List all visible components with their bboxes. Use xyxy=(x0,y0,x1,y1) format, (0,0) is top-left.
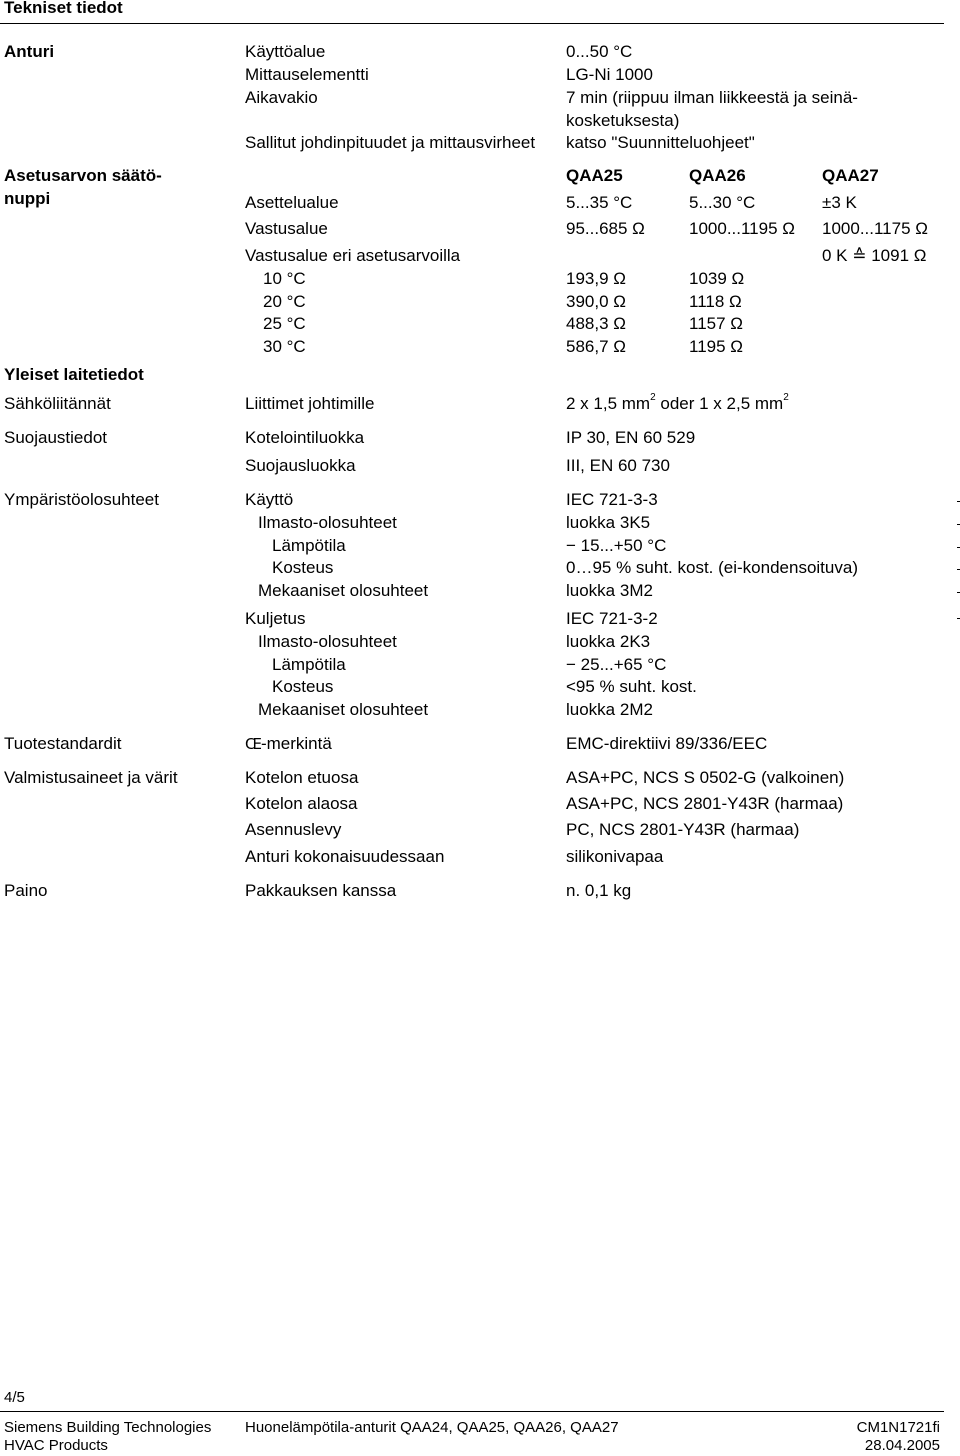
spec-label: Lämpötila xyxy=(272,655,346,674)
spec-value: 1195 Ω xyxy=(689,337,743,356)
section-weight: Paino xyxy=(4,881,48,900)
spec-value: 1000...1175 Ω xyxy=(822,219,928,238)
spec-value: 0 K ≙ 1091 Ω xyxy=(822,246,927,265)
spec-label: Ilmasto-olosuhteet xyxy=(258,632,397,651)
spec-value: 0…95 % suht. kost. (ei-kondensoituva) xyxy=(566,558,858,577)
spec-value: PC, NCS 2801-Y43R (harmaa) xyxy=(566,820,800,839)
ce-marking-label: CE -merkintä xyxy=(245,734,332,753)
spec-value: n. 0,1 kg xyxy=(566,881,632,900)
section-standards: Tuotestandardit xyxy=(4,734,122,753)
spec-value: luokka 3M2 xyxy=(566,581,653,600)
spec-value: 390,0 Ω xyxy=(566,292,626,311)
spec-value: luokka 3K5 xyxy=(566,513,651,532)
spec-value: luokka 2M2 xyxy=(566,700,653,719)
spec-label: Aikavakio xyxy=(245,88,318,107)
section-setpoint: Asetusarvon säätö- xyxy=(4,166,162,185)
section-general: Yleiset laitetiedot xyxy=(4,365,144,384)
spec-label: Käyttöalue xyxy=(245,42,326,61)
spec-value: 1000...1195 Ω xyxy=(689,219,795,238)
section-materials: Valmistusaineet ja värit xyxy=(4,768,178,787)
page-number: 4/5 xyxy=(4,1389,25,1406)
spec-value: 1118 Ω xyxy=(689,292,742,311)
spec-label: Vastusalue eri asetusarvoilla xyxy=(245,246,461,265)
spec-label: Käyttö xyxy=(245,490,294,509)
footer-division: HVAC Products xyxy=(4,1437,108,1454)
temp-label: 10 °C xyxy=(263,269,306,288)
spec-value: 95...685 Ω xyxy=(566,219,645,238)
spec-value: 193,9 Ω xyxy=(566,269,626,288)
spec-value: IP 30, EN 60 529 xyxy=(566,428,696,447)
spec-value: katso "Suunnitteluohjeet" xyxy=(566,133,755,152)
spec-label: Kotelon alaosa xyxy=(245,794,358,813)
section-anturi: Anturi xyxy=(4,42,55,61)
spec-label: Kotelointiluokka xyxy=(245,428,365,447)
minus-sign: − xyxy=(566,655,576,674)
spec-value: IEC 721-3-2 xyxy=(566,609,658,628)
title-rule xyxy=(0,23,944,24)
spec-label: Kosteus xyxy=(272,677,334,696)
column-header: QAA27 xyxy=(822,166,879,185)
section-environment: Ympäristöolosuhteet xyxy=(4,490,159,509)
temp-range-value: − 15...+50 °C xyxy=(566,536,667,555)
spec-value: ASA+PC, NCS 2801-Y43R (harmaa) xyxy=(566,794,844,813)
spec-value: IEC 721-3-3 xyxy=(566,490,658,509)
spec-value: 5...35 °C xyxy=(566,193,633,212)
spec-label: Suojausluokka xyxy=(245,456,356,475)
spec-value: ±3 K xyxy=(822,193,857,212)
temp-label: 25 °C xyxy=(263,314,306,333)
minus-sign: − xyxy=(566,536,576,555)
spec-value: III, EN 60 730 xyxy=(566,456,670,475)
spec-value: EMC-direktiivi 89/336/EEC xyxy=(566,734,768,753)
spec-value-cont: kosketuksesta) xyxy=(566,111,680,130)
spec-value: 0...50 °C xyxy=(566,42,633,61)
footer-doc-id: CM1N1721fi xyxy=(856,1419,940,1436)
section-electrical: Sähköliitännät xyxy=(4,394,111,413)
column-header: QAA26 xyxy=(689,166,746,185)
footer-doc-title: Huonelämpötila-anturit QAA24, QAA25, QAA26, QAA27 xyxy=(245,1419,619,1436)
spec-label: Kosteus xyxy=(272,558,334,577)
spec-value: <95 % suht. kost. xyxy=(566,677,697,696)
column-header: QAA25 xyxy=(566,166,623,185)
spec-label: Kuljetus xyxy=(245,609,306,628)
spec-label: Liittimet johtimille xyxy=(245,394,375,413)
footer-company: Siemens Building Technologies xyxy=(4,1419,212,1436)
spec-label: Vastusalue xyxy=(245,219,328,238)
spec-label: Pakkauksen kanssa xyxy=(245,881,397,900)
spec-value: 1157 Ω xyxy=(689,314,743,333)
wire-size-value: 2 x 1,5 $mm^2$ oder 1 x 2,5 $mm^2$ xyxy=(566,392,789,413)
spec-value: 586,7 Ω xyxy=(566,337,626,356)
page-title: Tekniset tiedot xyxy=(4,0,123,17)
spec-value: luokka 2K3 xyxy=(566,632,651,651)
spec-label: Mittauselementti xyxy=(245,65,369,84)
temp-label: 20 °C xyxy=(263,292,306,311)
spec-label: Anturi kokonaisuudessaan xyxy=(245,847,445,866)
spec-label: Asettelualue xyxy=(245,193,339,212)
spec-value: LG-Ni 1000 xyxy=(566,65,653,84)
spec-label: Kotelon etuosa xyxy=(245,768,359,787)
temp-label: 30 °C xyxy=(263,337,306,356)
spec-value: 488,3 Ω xyxy=(566,314,626,333)
spec-label: Sallitut johdinpituudet ja mittausvirheet xyxy=(245,133,536,152)
spec-value: 5...30 °C xyxy=(689,193,756,212)
spec-value: silikonivapaa xyxy=(566,847,664,866)
spec-label: Lämpötila xyxy=(272,536,346,555)
spec-value: 7 min (riippuu ilman liikkeestä ja seinä- xyxy=(566,88,858,107)
spec-label: Mekaaniset olosuhteet xyxy=(258,700,429,719)
spec-value: 1039 Ω xyxy=(689,269,745,288)
spec-label: Asennuslevy xyxy=(245,820,342,839)
section-protection: Suojaustiedot xyxy=(4,428,108,447)
spec-value: ASA+PC, NCS S 0502-G (valkoinen) xyxy=(566,768,845,787)
spec-label: Ilmasto-olosuhteet xyxy=(258,513,397,532)
spec-label: Mekaaniset olosuhteet xyxy=(258,581,429,600)
ce-mark-icon: CE xyxy=(245,735,259,753)
footer-rule xyxy=(0,1411,944,1412)
footer-date: 28.04.2005 xyxy=(864,1437,940,1454)
section-setpoint-cont: nuppi xyxy=(4,189,51,208)
temp-range-value: − 25...+65 °C xyxy=(566,655,667,674)
